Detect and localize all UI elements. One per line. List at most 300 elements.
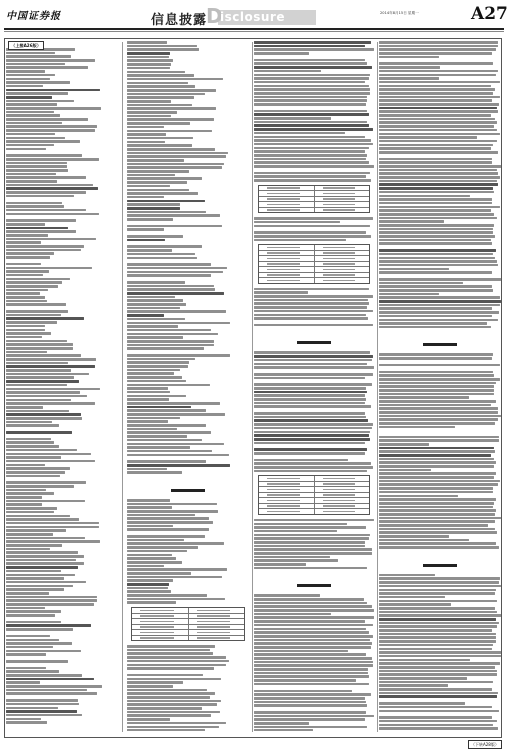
text-line	[379, 389, 494, 392]
table-cell	[315, 245, 370, 250]
text-line	[379, 311, 499, 314]
text-line	[254, 470, 367, 473]
text-line	[379, 56, 439, 59]
table-cell	[259, 482, 315, 487]
text-line	[6, 137, 65, 140]
text-line	[379, 110, 498, 113]
text-line	[6, 467, 70, 470]
text-line	[127, 56, 169, 59]
text-line	[379, 577, 500, 580]
text-line	[127, 431, 211, 434]
text-line	[379, 209, 491, 212]
text-line	[379, 517, 501, 520]
text-line	[127, 288, 215, 291]
text-line	[379, 439, 499, 442]
text-line	[379, 596, 445, 599]
text-line	[379, 364, 500, 367]
text-line	[379, 677, 467, 680]
text-line	[254, 70, 321, 73]
text-line	[379, 114, 491, 117]
text-line	[127, 314, 164, 317]
text-line	[127, 245, 202, 248]
text-line	[379, 480, 500, 483]
text-line	[379, 681, 493, 684]
text-line	[127, 406, 191, 409]
table-cell	[259, 251, 315, 256]
text-line	[379, 443, 429, 446]
text-line	[379, 378, 500, 381]
text-line	[379, 169, 497, 172]
text-line	[379, 307, 492, 310]
table-cell	[259, 267, 315, 272]
text-line	[6, 140, 80, 143]
text-line	[254, 217, 373, 220]
continued-from-label: （上接A26版）	[8, 41, 44, 50]
text-line	[379, 198, 492, 201]
text-line	[6, 570, 61, 573]
text-line	[254, 314, 366, 317]
text-line	[6, 52, 55, 55]
section-title-rest: isclosure	[220, 10, 285, 24]
text-line	[379, 242, 492, 245]
text-line	[127, 354, 230, 357]
text-line	[254, 124, 369, 127]
text-line	[379, 92, 493, 95]
text-line	[127, 700, 221, 703]
text-line	[127, 413, 225, 416]
text-line	[6, 176, 86, 179]
text-line	[6, 699, 78, 702]
text-line	[6, 703, 79, 706]
text-line	[379, 487, 493, 490]
masthead-rule-thin	[4, 31, 504, 32]
text-line	[254, 434, 369, 437]
text-line	[379, 684, 448, 687]
text-line	[254, 526, 366, 529]
text-line	[6, 431, 72, 434]
text-line	[379, 491, 493, 494]
text-line	[254, 405, 371, 408]
text-line	[127, 93, 205, 96]
text-line	[254, 726, 367, 729]
text-line	[254, 324, 373, 327]
text-line	[254, 310, 373, 313]
text-line	[379, 528, 495, 531]
text-line	[127, 152, 228, 155]
text-line	[254, 66, 372, 69]
text-line	[6, 55, 71, 58]
text-line	[6, 256, 50, 259]
text-line	[379, 319, 498, 322]
table-cell	[259, 487, 315, 492]
text-line	[379, 133, 500, 136]
table-cell	[315, 482, 370, 487]
text-line	[6, 624, 91, 627]
table-cell	[315, 498, 370, 503]
text-line	[379, 542, 496, 545]
text-line	[6, 144, 54, 147]
text-line	[127, 181, 187, 184]
text-line	[254, 175, 366, 178]
text-line	[379, 62, 493, 65]
text-line	[127, 344, 214, 347]
text-line	[6, 252, 54, 255]
text-line	[254, 92, 370, 95]
text-line	[379, 357, 492, 360]
text-line	[127, 568, 227, 571]
text-line	[127, 267, 227, 270]
text-line	[127, 89, 216, 92]
text-line	[254, 594, 320, 597]
text-line	[6, 74, 55, 77]
text-line	[127, 539, 184, 542]
text-line	[379, 282, 463, 285]
table-cell	[315, 197, 370, 202]
table-cell	[259, 504, 315, 509]
text-line	[127, 590, 171, 593]
table-cell	[315, 278, 370, 283]
text-line	[6, 173, 56, 176]
text-line	[6, 133, 55, 136]
text-line	[127, 652, 213, 655]
text-line	[6, 639, 59, 642]
text-line	[379, 636, 496, 639]
text-line	[379, 702, 465, 705]
text-line	[6, 574, 75, 577]
text-line	[254, 41, 371, 44]
text-line	[6, 303, 66, 306]
text-line	[379, 158, 492, 161]
text-line	[6, 336, 42, 339]
text-line	[254, 306, 367, 309]
text-line	[6, 621, 61, 624]
text-line	[379, 393, 494, 396]
text-line	[127, 678, 221, 681]
text-line	[379, 260, 497, 263]
text-line	[254, 609, 374, 612]
text-line	[6, 678, 94, 681]
text-line	[254, 402, 365, 405]
text-line	[379, 129, 497, 132]
text-line	[379, 644, 493, 647]
text-line	[6, 646, 53, 649]
text-line	[254, 391, 367, 394]
text-line	[6, 278, 70, 281]
section-title-cn: 信息披露	[151, 13, 208, 28]
text-line	[127, 598, 225, 601]
text-line	[6, 209, 86, 212]
text-line	[379, 539, 469, 542]
text-line	[254, 363, 367, 366]
text-line	[127, 594, 207, 597]
text-line	[254, 239, 346, 242]
text-line	[379, 304, 500, 307]
text-line	[379, 151, 498, 154]
text-line	[127, 307, 180, 310]
text-line	[254, 77, 369, 80]
table-cell	[189, 608, 245, 613]
text-line	[254, 661, 373, 664]
text-line	[127, 325, 178, 328]
text-line	[127, 454, 229, 457]
text-line	[379, 524, 488, 527]
text-line	[254, 366, 374, 369]
text-line	[127, 257, 197, 260]
text-line	[127, 398, 169, 401]
text-line	[127, 271, 223, 274]
text-line	[127, 74, 194, 77]
text-line	[254, 466, 373, 469]
text-line	[127, 579, 173, 582]
text-line	[127, 674, 203, 677]
text-line	[254, 143, 373, 146]
text-line	[6, 129, 95, 132]
text-line	[127, 722, 226, 725]
text-line	[254, 88, 370, 91]
text-line	[127, 402, 220, 405]
text-line	[6, 380, 79, 383]
text-line	[127, 711, 220, 714]
text-line	[127, 499, 170, 502]
text-line	[127, 67, 170, 70]
text-line	[254, 523, 347, 526]
text-line	[379, 589, 496, 592]
text-line	[379, 235, 495, 238]
column-divider	[377, 42, 378, 732]
text-line	[127, 115, 171, 118]
text-line	[127, 446, 190, 449]
text-line	[127, 450, 212, 453]
text-line	[254, 158, 366, 161]
text-line	[379, 96, 500, 99]
data-table	[258, 244, 370, 284]
text-line	[6, 562, 84, 565]
text-line	[254, 639, 370, 642]
text-line	[379, 692, 498, 695]
text-line	[379, 239, 491, 242]
table-cell	[259, 245, 315, 250]
text-line	[6, 270, 49, 273]
text-line	[379, 322, 487, 325]
text-line	[254, 394, 365, 397]
text-line	[6, 507, 57, 510]
text-line	[254, 147, 369, 150]
text-line	[127, 333, 218, 336]
text-line	[379, 88, 495, 91]
text-line	[6, 515, 70, 518]
text-line	[254, 139, 371, 142]
text-line	[254, 172, 370, 175]
table-cell	[189, 619, 245, 624]
text-line	[127, 517, 209, 520]
text-line	[127, 170, 189, 173]
text-line	[127, 118, 214, 121]
text-line	[127, 228, 164, 231]
text-line	[127, 380, 186, 383]
text-line	[379, 144, 493, 147]
text-line	[379, 231, 493, 234]
continued-to-label: （下转A28版）	[468, 740, 502, 749]
text-line	[127, 196, 164, 199]
text-line	[254, 715, 374, 718]
text-line	[6, 388, 100, 391]
table-cell	[132, 625, 189, 630]
text-line	[254, 657, 372, 660]
text-line	[379, 611, 497, 614]
text-line	[379, 666, 495, 669]
text-line	[6, 300, 47, 303]
text-line	[379, 285, 492, 288]
text-line	[254, 653, 366, 656]
table-cell	[259, 278, 315, 283]
text-line	[127, 329, 211, 332]
text-line	[127, 144, 192, 147]
text-line	[379, 161, 492, 164]
text-line	[6, 438, 51, 441]
text-line	[6, 492, 54, 495]
text-line	[127, 203, 180, 206]
text-line	[379, 103, 499, 106]
table-cell	[315, 186, 370, 191]
text-line	[379, 670, 497, 673]
text-line	[379, 450, 495, 453]
masthead-rule	[4, 28, 504, 30]
table-row	[259, 208, 369, 213]
text-line	[254, 563, 306, 566]
text-line	[127, 583, 169, 586]
text-line	[379, 289, 493, 292]
text-line	[6, 642, 72, 645]
text-line	[6, 223, 45, 226]
text-line	[6, 489, 46, 492]
text-line	[254, 291, 308, 294]
text-line	[6, 460, 95, 463]
text-line	[6, 245, 84, 248]
text-line	[254, 664, 373, 667]
text-line	[6, 391, 80, 394]
text-line	[6, 518, 79, 521]
text-line	[254, 161, 369, 164]
text-line	[127, 468, 167, 471]
text-line	[254, 556, 330, 559]
text-line	[127, 211, 206, 214]
text-line	[254, 598, 364, 601]
text-line	[6, 417, 82, 420]
text-line	[254, 722, 309, 725]
table-cell	[259, 197, 315, 202]
text-line	[254, 81, 365, 84]
text-line	[6, 234, 48, 237]
text-line	[6, 496, 42, 499]
text-line	[379, 415, 501, 418]
text-line	[379, 253, 493, 256]
text-line	[127, 372, 174, 375]
text-line	[379, 618, 496, 621]
text-line	[379, 614, 501, 617]
text-line	[379, 293, 439, 296]
text-line	[379, 506, 493, 509]
text-line	[6, 471, 65, 474]
text-line	[254, 96, 367, 99]
text-line	[6, 369, 71, 372]
text-line	[127, 420, 168, 423]
text-line	[6, 707, 58, 710]
table-cell	[259, 476, 315, 481]
text-line	[254, 672, 368, 675]
section-heading	[254, 329, 374, 348]
text-line	[6, 395, 87, 398]
text-line	[254, 701, 366, 704]
text-line	[254, 442, 365, 445]
text-line	[379, 202, 492, 205]
text-line	[6, 456, 61, 459]
text-line	[379, 655, 501, 658]
text-line	[127, 166, 222, 169]
text-line	[6, 592, 49, 595]
text-line	[254, 398, 366, 401]
text-line	[127, 85, 195, 88]
section-heading	[254, 572, 374, 591]
text-line	[379, 625, 497, 628]
section-title-initial: D	[206, 4, 223, 28]
text-line	[6, 281, 62, 284]
text-line	[379, 716, 492, 719]
text-line	[254, 635, 373, 638]
text-line	[127, 471, 182, 474]
text-line	[254, 113, 369, 116]
text-line	[254, 559, 338, 562]
text-line	[254, 438, 370, 441]
text-line	[379, 353, 493, 356]
text-line	[6, 464, 45, 467]
text-line	[6, 453, 91, 456]
text-line	[127, 554, 172, 557]
text-line	[254, 624, 373, 627]
text-line	[127, 78, 223, 81]
text-line	[6, 681, 40, 684]
text-line	[254, 668, 368, 671]
text-line	[379, 74, 496, 77]
text-line	[127, 48, 199, 51]
text-line	[6, 85, 43, 88]
text-line	[379, 600, 497, 603]
table-cell	[132, 619, 189, 624]
text-line	[127, 71, 185, 74]
text-line	[127, 340, 214, 343]
table-cell	[259, 493, 315, 498]
text-line	[127, 358, 195, 361]
text-line	[127, 336, 183, 339]
text-line	[379, 673, 497, 676]
text-line	[254, 697, 365, 700]
text-line	[6, 180, 57, 183]
text-line	[6, 362, 68, 365]
table-row	[259, 278, 369, 283]
text-line	[6, 103, 57, 106]
text-line	[254, 165, 374, 168]
text-line	[127, 685, 173, 688]
text-line	[6, 202, 62, 205]
text-line	[6, 122, 62, 125]
text-line	[379, 191, 494, 194]
text-line	[379, 454, 491, 457]
text-line	[254, 545, 365, 548]
text-line	[379, 136, 477, 139]
text-line	[379, 648, 492, 651]
text-line	[127, 296, 175, 299]
text-line	[379, 622, 499, 625]
table-row	[259, 509, 369, 514]
